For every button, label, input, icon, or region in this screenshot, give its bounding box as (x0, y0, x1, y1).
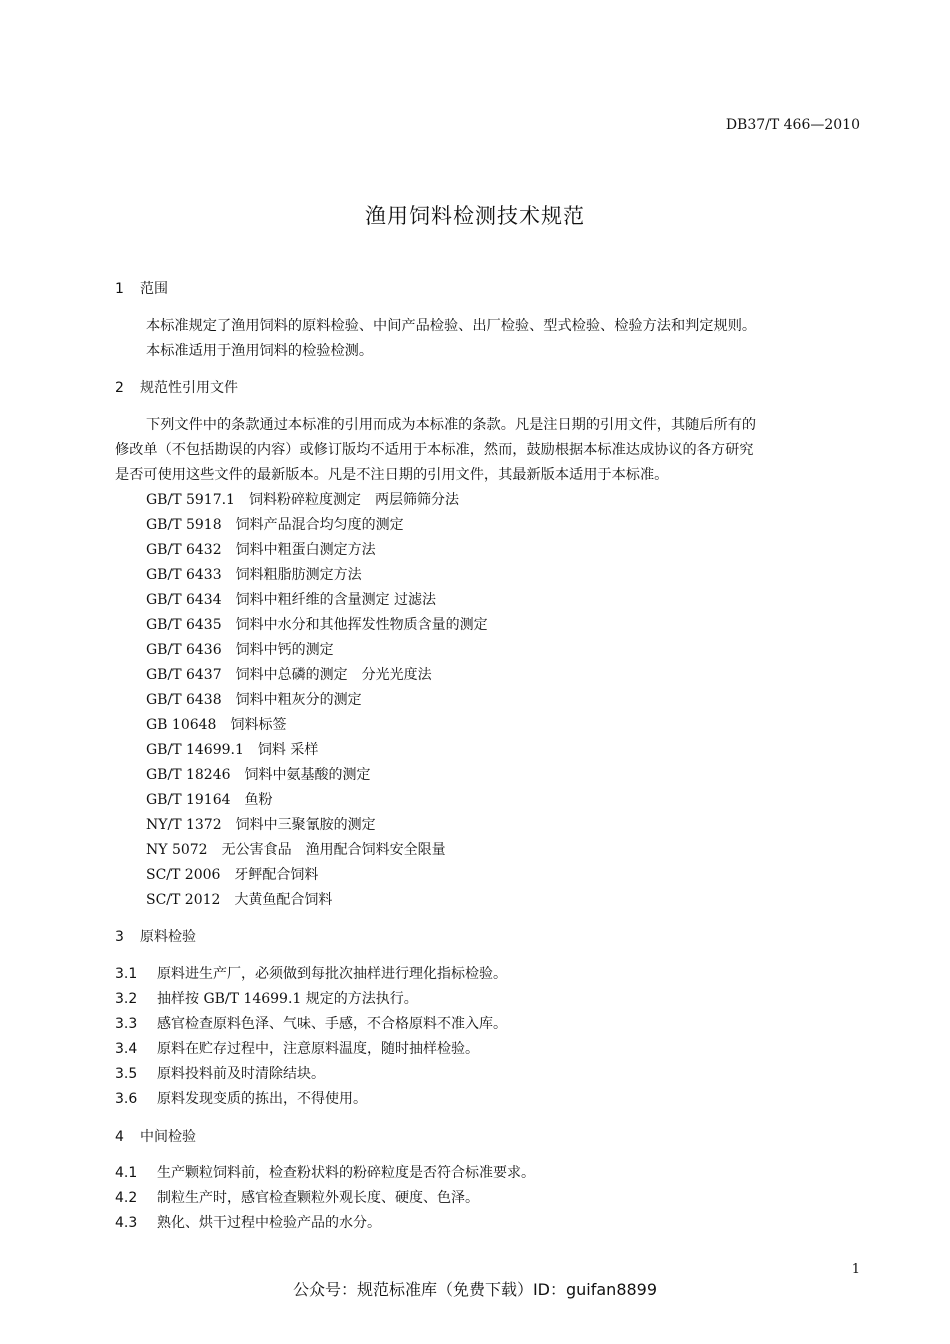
footer-watermark: 公众号：规范标准库（免费下载）ID：guifan8899 (292, 1280, 658, 1299)
clause-text: 原料发现变质的拣出，不得使用。 (157, 1091, 367, 1107)
clause-text: 熟化、烘干过程中检验产品的水分。 (157, 1215, 381, 1231)
reference-item: SC/T 2012 大黄鱼配合饲料 (146, 892, 333, 908)
reference-item: GB/T 6433 饲料粗脂肪测定方法 (146, 567, 362, 583)
section-number: 4 (115, 1129, 124, 1145)
clause (115, 1162, 535, 1182)
paragraph-continued: 修改单（不包括勘误的内容）或修订版均不适用于本标准，然而，鼓励根据本标准达成协议的各方研究 (115, 442, 754, 458)
reference-item: NY 5072 无公害食品 渔用配合饲料安全限量 (146, 842, 446, 858)
clause (115, 1212, 381, 1232)
reference-item: GB 10648 饲料标签 (146, 717, 287, 733)
document-title: 渔用饲料检测技术规范 (365, 204, 585, 228)
clause-number: 3.1 (115, 966, 138, 982)
clause-text: 原料投料前及时清除结块。 (157, 1066, 325, 1082)
paragraph: 本标准规定了渔用饲料的原料检验、中间产品检验、出厂检验、型式检验、检验方法和判定规则。 (146, 318, 757, 334)
section-title: 范围 (140, 281, 168, 297)
reference-item: GB/T 19164 鱼粉 (146, 792, 273, 808)
clause-text: 原料进生产厂，必须做到每批次抽样进行理化指标检验。 (157, 966, 507, 982)
reference-item: GB/T 5918 饲料产品混合均匀度的测定 (146, 517, 404, 533)
standard-code: DB37/T 466—2010 (725, 117, 860, 133)
section-title: 原料检验 (140, 929, 196, 945)
section-4-heading (115, 1126, 196, 1146)
reference-item: GB/T 6434 饲料中粗纤维的含量测定 过滤法 (146, 592, 437, 608)
clause-number: 3.2 (115, 991, 138, 1007)
paragraph: 下列文件中的条款通过本标准的引用而成为本标准的条款。凡是注日期的引用文件，其随后所有的 (146, 417, 757, 433)
paragraph-continued: 是否可使用这些文件的最新版本。凡是不注日期的引用文件，其最新版本适用于本标准。 (115, 467, 669, 483)
clause (115, 1187, 479, 1207)
reference-item: GB/T 6436 饲料中钙的测定 (146, 642, 334, 658)
reference-item: GB/T 6437 饲料中总磷的测定 分光光度法 (146, 667, 432, 683)
paragraph: 本标准适用于渔用饲料的检验检测。 (146, 343, 374, 359)
reference-item: GB/T 14699.1 饲料 采样 (146, 742, 319, 758)
section-title: 规范性引用文件 (140, 380, 238, 396)
reference-item: GB/T 6435 饲料中水分和其他挥发性物质含量的测定 (146, 617, 488, 633)
section-3-heading (115, 926, 196, 946)
clause-number: 4.3 (115, 1215, 138, 1231)
clause (115, 1063, 325, 1083)
reference-item: SC/T 2006 牙鲆配合饲料 (146, 867, 319, 883)
reference-item: NY/T 1372 饲料中三聚氰胺的测定 (146, 817, 376, 833)
clause-number: 3.3 (115, 1016, 138, 1032)
clause (115, 1038, 479, 1058)
clause (115, 1088, 367, 1108)
clause-text: 抽样按 GB/T 14699.1 规定的方法执行。 (157, 991, 418, 1007)
section-1-heading (115, 278, 168, 298)
reference-item: GB/T 6438 饲料中粗灰分的测定 (146, 692, 362, 708)
section-number: 2 (115, 380, 124, 396)
page-number: 1 (851, 1262, 860, 1277)
clause (115, 963, 507, 983)
clause-number: 4.1 (115, 1165, 138, 1181)
clause (115, 1013, 507, 1033)
section-title: 中间检验 (140, 1129, 196, 1145)
clause-text: 生产颗粒饲料前，检查粉状料的粉碎粒度是否符合标准要求。 (157, 1165, 535, 1181)
clause-text: 原料在贮存过程中，注意原料温度，随时抽样检验。 (157, 1041, 479, 1057)
clause-number: 3.5 (115, 1066, 138, 1082)
clause-text: 感官检查原料色泽、气味、手感，不合格原料不准入库。 (157, 1016, 507, 1032)
clause-number: 4.2 (115, 1190, 138, 1206)
section-number: 1 (115, 281, 124, 297)
clause-number: 3.4 (115, 1041, 138, 1057)
clause-number: 3.6 (115, 1091, 138, 1107)
section-2-heading (115, 377, 238, 397)
reference-item: GB/T 5917.1 饲料粉碎粒度测定 两层筛筛分法 (146, 492, 459, 508)
clause (115, 988, 418, 1008)
reference-item: GB/T 6432 饲料中粗蛋白测定方法 (146, 542, 376, 558)
reference-item: GB/T 18246 饲料中氨基酸的测定 (146, 767, 371, 783)
clause-text: 制粒生产时，感官检查颗粒外观长度、硬度、色泽。 (157, 1190, 479, 1206)
section-number: 3 (115, 929, 124, 945)
